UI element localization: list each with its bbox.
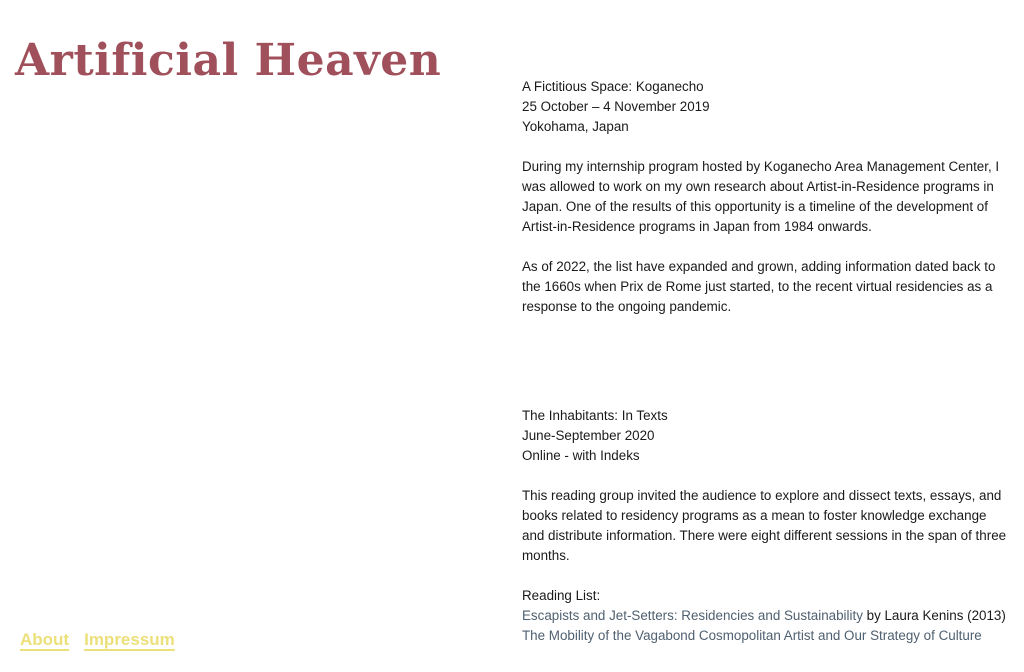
site-title: Artificial Heaven xyxy=(15,35,442,86)
reading-list-item xyxy=(522,606,1007,626)
project-date: June-September 2020 xyxy=(522,428,655,443)
reading-list-link[interactable]: Escapists and Jet-Setters: Residencies and Sustainability xyxy=(522,608,863,623)
project-location: Online - with Indeks xyxy=(522,448,640,463)
project-description: During my internship program hosted by Koganecho Area Management Center, I was allowed to work on my own research about Artist-in-Residence programs in Japan. One of the results of this opportunity is a timeline of the development of Artist-in-Residence programs in Japan from 1984 onwards. xyxy=(522,159,1000,234)
reading-list-link[interactable]: The Mobility of the Vagabond Cosmopolitan Artist and Our Strategy of Culture xyxy=(522,628,982,643)
project-title: A Fictitious Space: Koganecho xyxy=(522,79,704,94)
reading-list-author: by Laura Kenins (2013) xyxy=(862,608,1006,623)
about-link[interactable]: About xyxy=(20,630,70,649)
reading-list-label: Reading List: xyxy=(522,588,601,603)
project-location: Yokohama, Japan xyxy=(522,119,629,134)
project-description: As of 2022, the list have expanded and grown, adding information dated back to the 1660s when Prix de Rome just started, to the recent virtual residencies as a response to the ongoing pandemic. xyxy=(522,259,996,314)
reading-list-item xyxy=(522,626,1007,646)
project-inhabitants xyxy=(522,406,1007,646)
project-date: 25 October – 4 November 2019 xyxy=(522,99,710,114)
project-koganecho xyxy=(522,77,1007,317)
main-content xyxy=(522,77,1007,646)
project-description: This reading group invited the audience to explore and dissect texts, essays, and books related to residency programs as a mean to foster knowledge exchange and distribute information. There were eight different sessions in the span of three months. xyxy=(522,488,1007,563)
impressum-link[interactable]: Impressum xyxy=(84,630,175,649)
project-title: The Inhabitants: In Texts xyxy=(522,408,668,423)
footer-nav xyxy=(20,630,175,650)
